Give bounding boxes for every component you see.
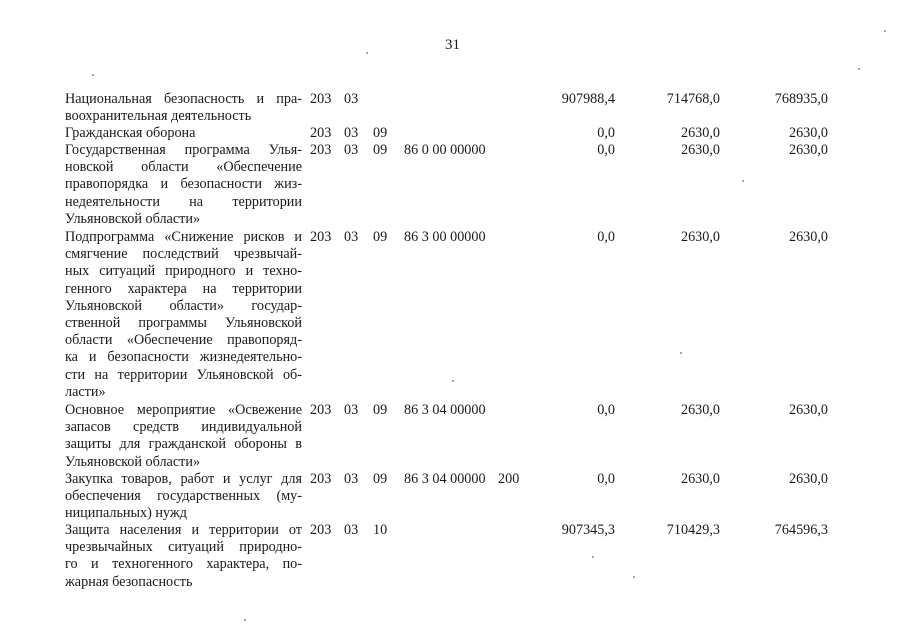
row-description	[65, 125, 302, 142]
amount-year-2: 710429,3	[666, 522, 720, 538]
amount-year-3: 2630,0	[788, 229, 828, 245]
section-code: 03	[344, 402, 359, 418]
admin-code: 203	[310, 522, 332, 538]
amount-year-1: 0,0	[597, 229, 615, 245]
amount-year-1: 0,0	[597, 125, 615, 141]
description-line: Основное мероприятие «Освежение	[65, 402, 302, 418]
description-line: области «Обеспечение правопоряд-	[65, 332, 302, 349]
description-line: Подпрограмма «Снижение рисков и	[65, 229, 302, 245]
description-line: сти на территории Ульяновской об-	[65, 366, 302, 383]
admin-code: 203	[310, 125, 332, 141]
admin-code: 203	[310, 402, 332, 418]
amount-year-1: 0,0	[597, 471, 615, 487]
amount-year-3: 2630,0	[788, 142, 828, 158]
row-description	[65, 229, 302, 401]
section-code: 03	[344, 125, 359, 141]
description-line: го и техногенного характера, по-	[65, 556, 302, 573]
section-code: 03	[344, 471, 359, 487]
subsection-code: 09	[373, 402, 388, 418]
amount-year-3: 2630,0	[788, 402, 828, 418]
admin-code: 203	[310, 471, 332, 487]
description-line: ка и безопасности жизнедеятельно-	[65, 349, 302, 366]
description-line: Гражданская оборона	[65, 125, 196, 141]
description-line: воохранительная деятельность	[65, 108, 252, 125]
amount-year-1: 907988,4	[561, 91, 615, 107]
amount-year-2: 714768,0	[666, 91, 720, 107]
description-line: ниципальных) нужд	[65, 505, 187, 522]
amount-year-2: 2630,0	[680, 229, 720, 245]
description-line: запасов средств индивидуальной	[65, 419, 302, 436]
section-code: 03	[344, 142, 359, 158]
amount-year-2: 2630,0	[680, 125, 720, 141]
scan-speck	[592, 556, 594, 558]
scan-speck	[884, 30, 886, 32]
description-line: ных ситуаций природного и техно-	[65, 263, 302, 280]
description-line: Национальная безопасность и пра-	[65, 91, 302, 107]
amount-year-2: 2630,0	[680, 402, 720, 418]
description-line: обеспечения государственных (му-	[65, 488, 302, 505]
scan-speck	[742, 180, 744, 182]
description-line: новской области «Обеспечение	[65, 159, 302, 176]
subsection-code: 09	[373, 125, 388, 141]
target-article-code: 86 3 04 00000	[404, 402, 486, 418]
description-line: жарная безопасность	[65, 573, 193, 590]
amount-year-1: 907345,3	[561, 522, 615, 538]
amount-year-2: 2630,0	[680, 142, 720, 158]
scan-speck	[244, 619, 246, 621]
admin-code: 203	[310, 142, 332, 158]
scan-speck	[680, 352, 682, 354]
amount-year-3: 768935,0	[774, 91, 828, 107]
description-line: Защита населения и территории от	[65, 522, 302, 538]
row-description	[65, 402, 302, 471]
subsection-code: 10	[373, 522, 388, 538]
description-line: Ульяновской области»	[65, 453, 201, 470]
description-line: смягчение последствий чрезвычай-	[65, 246, 302, 263]
description-line: защиты для гражданской обороны в	[65, 436, 302, 453]
target-article-code: 86 3 00 00000	[404, 229, 486, 245]
row-description	[65, 522, 302, 591]
row-description	[65, 142, 302, 228]
description-line: чрезвычайных ситуаций природно-	[65, 539, 302, 556]
amount-year-1: 0,0	[597, 142, 615, 158]
section-code: 03	[344, 91, 359, 107]
admin-code: 203	[310, 91, 332, 107]
amount-year-2: 2630,0	[680, 471, 720, 487]
row-description	[65, 91, 302, 125]
description-line: ственной программы Ульяновской	[65, 314, 302, 331]
description-line: Ульяновской области» государ-	[65, 297, 302, 314]
amount-year-1: 0,0	[597, 402, 615, 418]
scan-speck	[452, 380, 454, 382]
subsection-code: 09	[373, 229, 388, 245]
scan-speck	[858, 68, 860, 70]
target-article-code: 86 3 04 00000	[404, 471, 486, 487]
amount-year-3: 764596,3	[774, 522, 828, 538]
amount-year-3: 2630,0	[788, 471, 828, 487]
description-line: Ульяновской области»	[65, 210, 201, 227]
description-line: недеятельности на территории	[65, 193, 302, 210]
description-line: Закупка товаров, работ и услуг для	[65, 471, 302, 487]
subsection-code: 09	[373, 142, 388, 158]
scan-speck	[633, 576, 635, 578]
description-line: правопорядка и безопасности жиз-	[65, 176, 302, 193]
section-code: 03	[344, 229, 359, 245]
description-line: Государственная программа Улья-	[65, 142, 302, 158]
row-description	[65, 471, 302, 523]
admin-code: 203	[310, 229, 332, 245]
page-number: 31	[445, 37, 460, 53]
subsection-code: 09	[373, 471, 388, 487]
scan-speck	[366, 52, 368, 54]
description-line: генного характера на территории	[65, 280, 302, 297]
amount-year-3: 2630,0	[788, 125, 828, 141]
expense-type-code: 200	[498, 471, 520, 487]
description-line: ласти»	[65, 383, 106, 400]
target-article-code: 86 0 00 00000	[404, 142, 486, 158]
section-code: 03	[344, 522, 359, 538]
scan-speck	[92, 74, 94, 76]
